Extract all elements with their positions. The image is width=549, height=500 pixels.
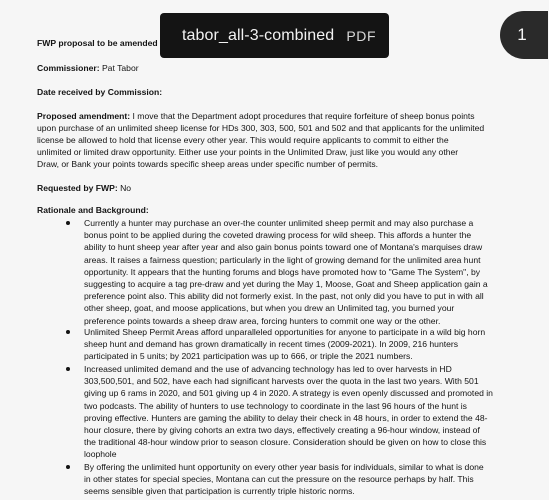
requested-label: Requested by FWP: xyxy=(37,183,118,193)
bullet-0-line: opportunity. It appears that the hunting forums and blogs have promoted how to "Game The System", by xyxy=(84,266,481,277)
pdf-title-banner[interactable] xyxy=(160,13,389,58)
bullet-2-line: loophole xyxy=(84,449,117,460)
bullet-0-line: preference point also. This ability did not formerly exist. In the past, not only did you have to put in with all xyxy=(84,291,484,302)
amendment-line-1: upon purchase of an unlimited sheep license for HDs 300, 303, 500, 501 and 502 and that applicants for the unlimited xyxy=(37,123,485,133)
date-received-label: Date received by Commission: xyxy=(37,87,163,97)
bullet-0-line: areas. It raises a fairness question; particularly in the light of growing demand for the unlimited area hunt xyxy=(84,254,481,265)
bullet-2-line: proving effective. Hunters are gaming the ability to delay their check in 48 hours, in order to extend the 48- xyxy=(84,412,488,423)
bullet-2-line: two podcasts. The ability of hunters to use technology to coordinate in the last 96 hours of the hunt is xyxy=(84,400,467,411)
amendment-line-0 xyxy=(37,110,475,122)
amendment-line-4: Draw, or Bank your points towards specific sheep areas under specific number of permits. xyxy=(37,159,379,169)
pdf-file-name: tabor_all-3-combined xyxy=(182,26,335,44)
amendment-label: Proposed amendment: xyxy=(37,111,131,121)
bullet-0-line: suggesting to acquire a tag pre-draw and yet during the May 1, Moose, Goat and Sheep application gain a xyxy=(84,279,488,289)
bullet-2-line: hour closure, there by giving cohorts an extra two days, effectively creating a 96-hour window, instead of xyxy=(84,425,480,435)
bullet-3-line: in other states for special species, Montana can cut the pressure on the resource perhaps by half. This xyxy=(84,474,474,485)
amendment-line-2: license be allowed to hold that license every other year. This would require applicants to commit to either the xyxy=(37,135,449,145)
requested-value: No xyxy=(120,183,132,193)
bullet-dot xyxy=(66,330,70,334)
bullet-1-line: Unlimited Sheep Permit Areas afford unparalleled opportunities for anyone to participate in a wild big horn xyxy=(84,327,486,337)
amendment-line-3: unlimited or limited draw opportunity. Either use your points in the Unlimited Draw, just like you would any other xyxy=(37,147,459,157)
bullet-0-line: other sheep, goat, and moose applications, but when you drew an Unlimited tag, you burned your xyxy=(84,303,455,314)
proposal-label: FWP proposal to be amended xyxy=(37,38,158,48)
bullet-1-line: participated in 5 units; by 2021 participation was up to 666, or triple the 2021 numbers. xyxy=(84,351,413,362)
commissioner-row xyxy=(37,62,139,74)
bullet-dot xyxy=(66,367,70,371)
bullet-0-line: ability to hunt sheep year after year and also gain bonus points toward one of Montana's marquises draw xyxy=(84,242,483,253)
bullet-0-line: bonus point to be applied during the coveted drawing process for wild sheep. This affords a hunter the xyxy=(84,230,472,241)
bullet-3-line: seems sensible given that participation is currently triple historic norms. xyxy=(84,486,355,497)
page-number-badge xyxy=(500,11,548,59)
bullet-0-line: preference points towards a sheep draw area, forcing hunters to commit one way or the other. xyxy=(84,315,441,326)
rationale-label: Rationale and Background: xyxy=(37,205,149,215)
bullet-3-line: By offering the unlimited hunt opportunity on every other year basis for individuals, similar to what is done xyxy=(84,462,484,472)
requested-row xyxy=(37,182,131,194)
page-number: 1 xyxy=(517,25,527,44)
amendment-text-0: I move that the Department adopt procedures that require forfeiture of sheep bonus points xyxy=(132,111,475,121)
bullet-2-line: 303,500,501, and 502, have each had significant harvests over the quota in the last two years. With 501 xyxy=(84,376,479,387)
bullet-2-line: the traditional 48-hour window prior to season closure. Consideration should be given on how to close this xyxy=(84,437,487,448)
bullet-dot xyxy=(66,221,70,225)
bullet-dot xyxy=(66,465,70,469)
pdf-file-type: PDF xyxy=(346,27,377,44)
bullet-0-line: Currently a hunter may purchase an over-the counter unlimited sheep permit and may also purchase a xyxy=(84,218,474,228)
commissioner-label: Commissioner: xyxy=(37,63,100,73)
bullet-2-line: giving up 6 rams in 2020, and 501 giving up 4 in 2020. A strategy is even openly discussed and promoted in xyxy=(84,388,493,399)
bullet-2-line: Increased unlimited demand and the use of advancing technology has led to over harvests in HD xyxy=(84,364,452,374)
commissioner-value: Pat Tabor xyxy=(101,63,139,73)
bullet-1-line: sheep hunt and demand has grown dramatically in recent times (2009-2021). In 2009, 216 hunters xyxy=(84,339,459,350)
